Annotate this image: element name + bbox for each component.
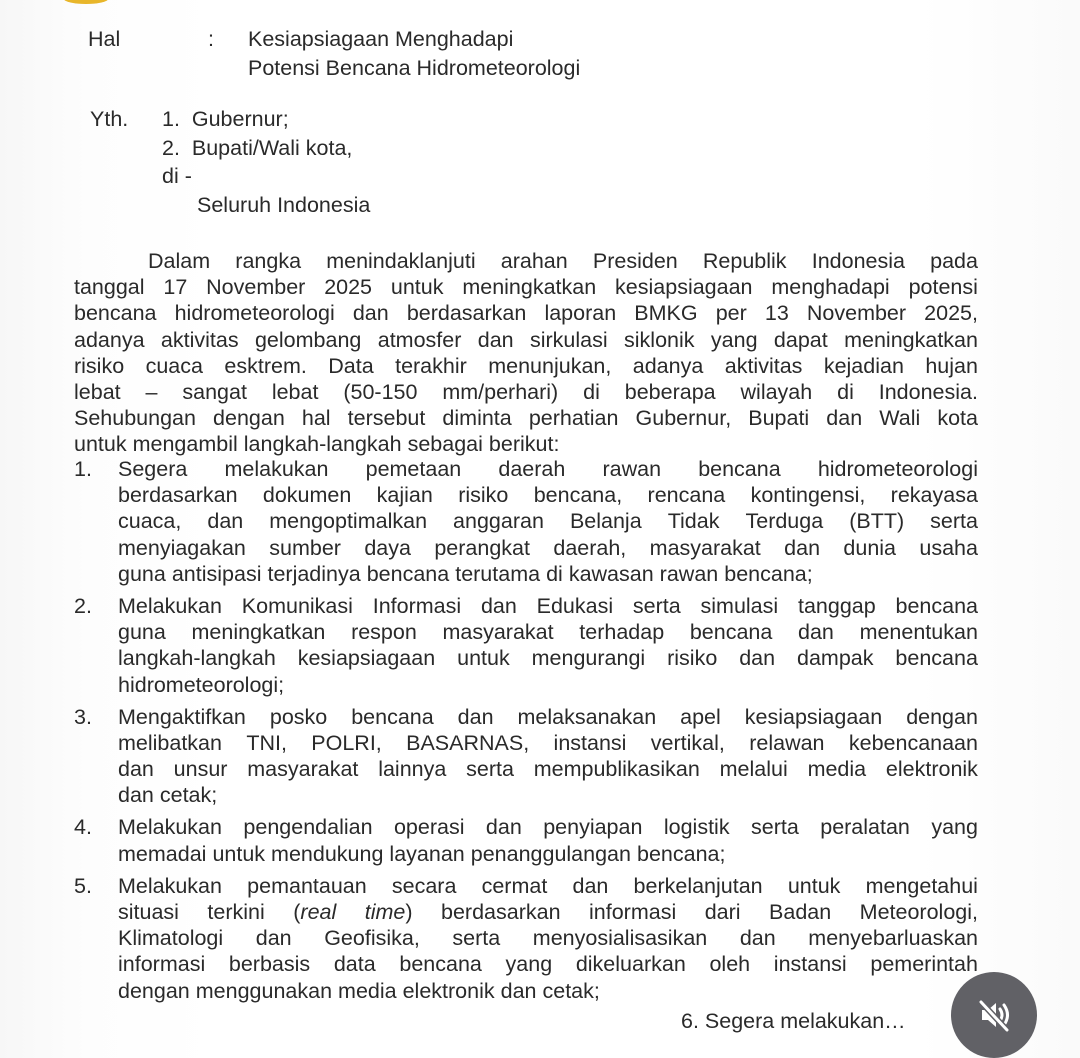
word: 17 bbox=[163, 275, 188, 300]
word: berkelanjutan bbox=[633, 873, 763, 898]
word: terakhir bbox=[395, 353, 467, 378]
word: dampak bbox=[797, 646, 874, 671]
word: media bbox=[338, 978, 397, 1003]
word: dan bbox=[457, 704, 494, 729]
word: dan bbox=[739, 926, 776, 951]
text-line bbox=[118, 704, 978, 730]
word: guna bbox=[118, 561, 166, 586]
word: rangka bbox=[235, 249, 302, 273]
word: di bbox=[546, 561, 563, 586]
word: hidrometeorologi; bbox=[118, 672, 285, 697]
word: mengurangi bbox=[531, 646, 646, 671]
word: Segera bbox=[118, 457, 188, 481]
text-line bbox=[118, 535, 978, 561]
text-line bbox=[74, 353, 978, 379]
word: risiko bbox=[458, 483, 509, 508]
word: diminta bbox=[442, 406, 512, 431]
text-line bbox=[74, 405, 978, 431]
word: dikeluarkan bbox=[575, 952, 686, 977]
list-body bbox=[118, 593, 978, 698]
word: data bbox=[333, 952, 376, 977]
word: terkini bbox=[207, 900, 265, 924]
word: pemerintah bbox=[870, 952, 978, 977]
word: dan bbox=[352, 301, 389, 326]
text-line bbox=[118, 730, 978, 756]
word: laporan bbox=[544, 301, 617, 326]
word: layanan bbox=[389, 841, 465, 866]
subject-line-2: Potensi Bencana Hidrometeorologi bbox=[248, 56, 581, 80]
word: elektronik bbox=[885, 757, 978, 782]
list-item bbox=[74, 814, 978, 866]
word: melibatkan bbox=[118, 730, 222, 755]
word: bencana bbox=[399, 952, 482, 977]
word: time) bbox=[364, 900, 413, 924]
word: lebat bbox=[271, 379, 319, 404]
word: dan bbox=[784, 535, 821, 560]
word: cetak; bbox=[542, 978, 600, 1003]
word: Melakukan bbox=[118, 873, 222, 898]
word: Klimatologi bbox=[118, 926, 224, 951]
word: perangkat bbox=[434, 535, 530, 560]
word: dan bbox=[798, 620, 834, 645]
word: cermat bbox=[481, 873, 548, 898]
word: berbasis bbox=[228, 952, 311, 977]
word: bencana bbox=[366, 561, 450, 586]
word: atmosfer bbox=[377, 327, 462, 352]
text-line bbox=[118, 619, 978, 645]
list-item bbox=[74, 704, 978, 809]
word: pengendalian bbox=[243, 815, 373, 840]
word: untuk bbox=[787, 873, 841, 898]
word: unsur bbox=[173, 757, 228, 782]
word: esktrem. bbox=[224, 353, 307, 378]
word: bencana; bbox=[636, 841, 726, 866]
text-line bbox=[118, 456, 978, 482]
word: melakukan bbox=[224, 457, 329, 481]
word: bencana bbox=[74, 301, 157, 326]
word: bencana bbox=[698, 457, 781, 481]
recipient-place: Seluruh Indonesia bbox=[197, 193, 371, 217]
word: kejadian bbox=[823, 353, 904, 378]
text-line bbox=[74, 431, 978, 457]
word: November bbox=[206, 275, 306, 300]
word: masyarakat bbox=[247, 757, 359, 782]
word: meningkatkan bbox=[462, 275, 597, 300]
word: informasi bbox=[589, 900, 677, 924]
list-body bbox=[118, 456, 978, 587]
list-item bbox=[74, 873, 978, 1004]
word: Indonesia bbox=[811, 249, 905, 273]
word: kesiapsiagaan bbox=[744, 704, 883, 729]
word: usaha bbox=[919, 535, 978, 560]
word: langkah-langkah bbox=[243, 432, 402, 457]
word: yang bbox=[710, 327, 758, 352]
word: instansi bbox=[553, 730, 627, 755]
text-line bbox=[118, 482, 978, 508]
word: terjadinya bbox=[267, 561, 361, 586]
word: daerah, bbox=[553, 535, 627, 560]
word: Republik bbox=[702, 249, 787, 273]
word: (real bbox=[293, 900, 337, 924]
word: tersebut bbox=[347, 406, 426, 431]
word: Indonesia. bbox=[878, 379, 978, 404]
word: dan bbox=[739, 646, 776, 671]
word: menggunakan bbox=[195, 978, 333, 1003]
word: Edukasi bbox=[536, 593, 614, 618]
word: meningkatkan bbox=[191, 620, 326, 645]
word: November bbox=[806, 301, 907, 326]
hal-colon: : bbox=[208, 27, 214, 51]
word: cetak; bbox=[159, 783, 218, 808]
list-number: 1. bbox=[74, 457, 92, 481]
word: risiko bbox=[74, 353, 125, 378]
word: rawan bbox=[659, 561, 719, 586]
word: di bbox=[583, 379, 600, 404]
word: 2025, bbox=[924, 301, 978, 326]
word: operasi bbox=[393, 815, 465, 840]
word: penanggulangan bbox=[470, 841, 631, 866]
word: arahan bbox=[500, 249, 568, 273]
word: Melakukan bbox=[118, 815, 222, 840]
word: bencana bbox=[689, 620, 773, 645]
word: pada bbox=[930, 249, 978, 273]
word: menunjukan, bbox=[488, 353, 612, 378]
word: langkah-langkah bbox=[118, 646, 276, 671]
word: Bupati bbox=[748, 406, 810, 431]
text-line bbox=[118, 899, 978, 925]
text-line bbox=[74, 327, 978, 353]
text-line bbox=[118, 756, 978, 782]
hal-label: Hal bbox=[88, 27, 121, 51]
word: relawan bbox=[749, 730, 825, 755]
word: media bbox=[807, 757, 867, 782]
word: meningkatkan bbox=[844, 327, 978, 352]
list-number: 3. bbox=[74, 704, 92, 729]
recipient-item: 2. Bupati/Wali kota, bbox=[162, 136, 353, 160]
word: hujan bbox=[925, 353, 978, 378]
text-line bbox=[118, 873, 978, 899]
word: per bbox=[715, 301, 747, 326]
word: Badan bbox=[769, 900, 832, 924]
word: pemetaan bbox=[365, 457, 462, 481]
word: kesiapsiagaan bbox=[615, 275, 753, 300]
word: BMKG bbox=[634, 301, 698, 326]
word: mempublikasikan bbox=[533, 757, 700, 782]
word: tanggap bbox=[797, 593, 876, 618]
word: untuk bbox=[457, 646, 510, 671]
word: Geofisika, bbox=[324, 926, 420, 951]
word: di bbox=[837, 379, 854, 404]
word: menentukan bbox=[859, 620, 978, 645]
word: Presiden bbox=[592, 249, 678, 273]
word: menyebarluaskan bbox=[808, 926, 978, 951]
word: melalui bbox=[719, 757, 788, 782]
word: kawasan bbox=[568, 561, 654, 586]
yth-label: Yth. bbox=[90, 107, 129, 131]
word: dan bbox=[477, 327, 514, 352]
word: 13 bbox=[764, 301, 789, 326]
word: yang bbox=[505, 952, 553, 977]
word: Data bbox=[328, 353, 374, 378]
mute-toggle-button[interactable] bbox=[951, 972, 1037, 1058]
word: masyarakat bbox=[442, 620, 554, 645]
word: dan bbox=[500, 978, 537, 1003]
word: dan bbox=[572, 873, 609, 898]
word: lainnya bbox=[378, 757, 447, 782]
word: siklonik bbox=[624, 327, 695, 352]
word: bencana, bbox=[533, 483, 623, 508]
word: hal bbox=[301, 406, 331, 431]
text-line bbox=[118, 978, 978, 1004]
word: peralatan bbox=[820, 815, 910, 840]
word: apel bbox=[680, 704, 721, 729]
word: rawan bbox=[602, 457, 662, 481]
word: mengoptimalkan bbox=[269, 509, 428, 534]
word: dapat bbox=[773, 327, 828, 352]
word: dan bbox=[207, 509, 244, 534]
word: secara bbox=[391, 873, 457, 898]
word: antisipasi bbox=[171, 561, 262, 586]
word: Melakukan bbox=[118, 593, 222, 618]
word: Dalam bbox=[148, 249, 211, 273]
word: sirkulasi bbox=[530, 327, 608, 352]
word: rencana bbox=[647, 483, 726, 508]
word: masyarakat bbox=[649, 535, 761, 560]
word: cuaca bbox=[145, 353, 203, 378]
word: penyiapan bbox=[543, 815, 643, 840]
word: serta bbox=[452, 926, 501, 951]
text-line bbox=[118, 951, 978, 977]
word: kesiapsiagaan bbox=[297, 646, 436, 671]
word: daerah bbox=[498, 457, 566, 481]
word: Gubernur, bbox=[635, 406, 732, 431]
continuation-text: 6. Segera melakukan… bbox=[681, 1009, 906, 1033]
word: sumber bbox=[269, 535, 341, 560]
word: dunia bbox=[843, 535, 897, 560]
word: vertikal, bbox=[650, 730, 725, 755]
text-line bbox=[118, 508, 978, 534]
word: dan bbox=[255, 926, 292, 951]
word: dan bbox=[480, 593, 517, 618]
word: kajian bbox=[376, 483, 433, 508]
word: menindaklanjuti bbox=[326, 249, 476, 273]
word: untuk bbox=[212, 841, 266, 866]
word: berdasarkan bbox=[406, 301, 527, 326]
word: cuaca, bbox=[118, 509, 182, 534]
word: Tidak bbox=[667, 509, 720, 534]
recipient-item: 1. Gubernur; bbox=[162, 107, 289, 131]
word: kontingensi, bbox=[750, 483, 866, 508]
word: serta bbox=[930, 509, 978, 534]
word: 2025 bbox=[324, 275, 373, 300]
text-line bbox=[74, 248, 978, 274]
word: dengan bbox=[906, 704, 978, 729]
word: POLRI, bbox=[311, 730, 382, 755]
list-body bbox=[118, 814, 978, 866]
word: pemantauan bbox=[247, 873, 367, 898]
word: berikut: bbox=[488, 432, 560, 457]
word: menghadapi bbox=[771, 275, 890, 300]
word: mengetahui bbox=[865, 873, 978, 898]
word: mendukung bbox=[271, 841, 384, 866]
word: adanya bbox=[632, 353, 704, 378]
speaker-muted-icon bbox=[974, 995, 1014, 1035]
word: guna bbox=[118, 620, 166, 645]
word: bencana bbox=[895, 646, 978, 671]
word: terutama bbox=[455, 561, 541, 586]
word: anggaran bbox=[453, 509, 544, 534]
word: elektronik bbox=[402, 978, 495, 1003]
word: untuk bbox=[74, 432, 127, 457]
list-body bbox=[118, 704, 978, 809]
word: lebat bbox=[74, 379, 121, 404]
word: oleh bbox=[709, 952, 751, 977]
word: gelombang bbox=[254, 327, 362, 352]
word: hidrometeorologi bbox=[817, 457, 978, 481]
word: bencana; bbox=[724, 561, 813, 586]
word: dan bbox=[118, 783, 154, 808]
word: daya bbox=[364, 535, 411, 560]
word: dengan bbox=[118, 978, 190, 1003]
word: Belanja bbox=[569, 509, 642, 534]
intro-paragraph bbox=[74, 248, 978, 458]
list-item bbox=[74, 593, 978, 698]
text-line bbox=[118, 814, 978, 840]
word: posko bbox=[269, 704, 328, 729]
word: wilayah bbox=[740, 379, 813, 404]
word: untuk bbox=[390, 275, 444, 300]
word: beberapa bbox=[624, 379, 716, 404]
word: Komunikasi bbox=[241, 593, 353, 618]
text-line bbox=[118, 841, 978, 867]
word: Informasi bbox=[372, 593, 462, 618]
word: potensi bbox=[908, 275, 978, 300]
list-number: 4. bbox=[74, 815, 92, 840]
text-line bbox=[118, 925, 978, 951]
word: rekayasa bbox=[890, 483, 978, 508]
word: informasi bbox=[118, 952, 206, 977]
word: menyosialisasikan bbox=[532, 926, 708, 951]
word: mengambil bbox=[132, 432, 238, 457]
word: risiko bbox=[667, 646, 718, 671]
word: TNI, bbox=[246, 730, 287, 755]
word: respon bbox=[351, 620, 417, 645]
text-line bbox=[74, 379, 978, 405]
word: terhadap bbox=[579, 620, 665, 645]
word: instansi bbox=[773, 952, 847, 977]
word: dokumen bbox=[262, 483, 352, 508]
list-number: 5. bbox=[74, 873, 92, 898]
word: tanggal bbox=[74, 275, 145, 300]
word: dengan bbox=[213, 406, 285, 431]
word: kota bbox=[937, 406, 978, 431]
word: memadai bbox=[118, 841, 207, 866]
word: Meteorologi, bbox=[859, 900, 978, 924]
word: logistik bbox=[663, 815, 730, 840]
word: serta bbox=[466, 757, 514, 782]
word: melaksanakan bbox=[517, 704, 657, 729]
word: menyiagakan bbox=[118, 535, 246, 560]
word: yang bbox=[931, 815, 978, 840]
word: adanya bbox=[74, 327, 145, 352]
instruction-list bbox=[74, 456, 978, 1010]
word: Wali bbox=[879, 406, 921, 431]
word: – bbox=[145, 379, 158, 404]
word: bencana bbox=[895, 593, 978, 618]
word: kebencanaan bbox=[848, 730, 978, 755]
list-item bbox=[74, 456, 978, 587]
text-line bbox=[118, 561, 978, 587]
list-body bbox=[118, 873, 978, 1004]
word: (BTT) bbox=[849, 509, 905, 534]
word: serta bbox=[751, 815, 799, 840]
word: BASARNAS, bbox=[406, 730, 530, 755]
text-line bbox=[118, 645, 978, 671]
word: Mengaktifkan bbox=[118, 704, 246, 729]
word: berdasarkan bbox=[441, 900, 561, 924]
text-line bbox=[118, 782, 978, 808]
word: situasi bbox=[118, 900, 179, 924]
text-line bbox=[74, 274, 978, 300]
word: sangat bbox=[182, 379, 247, 404]
word: dan bbox=[118, 757, 154, 782]
word: mm/perhari) bbox=[442, 379, 559, 404]
word: perhatian bbox=[528, 406, 619, 431]
word: serta bbox=[632, 593, 681, 618]
word: dan bbox=[826, 406, 863, 431]
word: hidrometeorologi bbox=[174, 301, 335, 326]
word: sebagai bbox=[407, 432, 483, 457]
word: Terduga bbox=[745, 509, 824, 534]
subject-line-1: Kesiapsiagaan Menghadapi bbox=[248, 27, 514, 51]
word: (50-150 bbox=[343, 379, 418, 404]
word: simulasi bbox=[700, 593, 779, 618]
word: aktivitas bbox=[160, 327, 239, 352]
word: berdasarkan bbox=[118, 483, 238, 508]
word: dan bbox=[485, 815, 522, 840]
text-line bbox=[118, 593, 978, 619]
word: dari bbox=[704, 900, 741, 924]
di-label: di - bbox=[162, 164, 192, 188]
text-line bbox=[74, 300, 978, 326]
word: Sehubungan bbox=[74, 406, 196, 431]
word: aktivitas bbox=[724, 353, 803, 378]
text-line bbox=[118, 672, 978, 698]
word: bencana bbox=[351, 704, 434, 729]
list-number: 2. bbox=[74, 593, 92, 618]
